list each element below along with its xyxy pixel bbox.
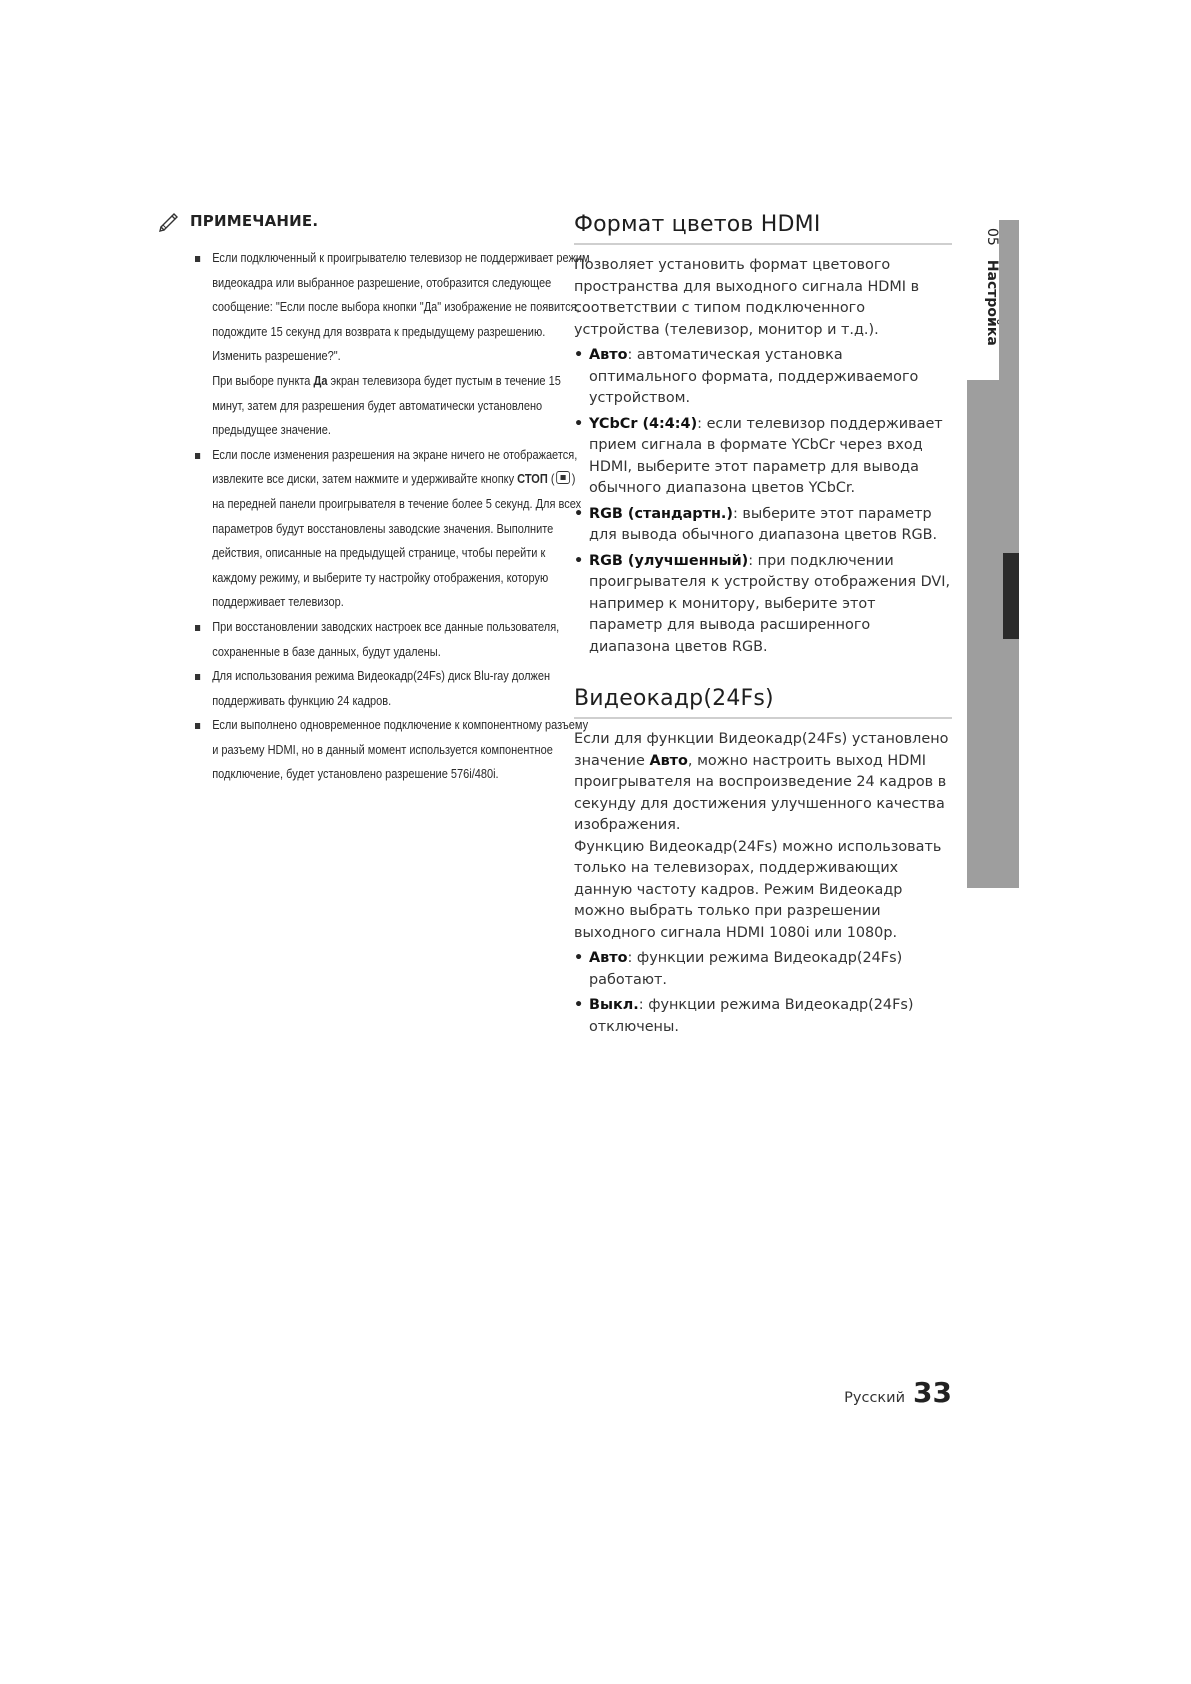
option-item [574, 948, 952, 991]
videokadr-para1-bold: Авто [649, 752, 688, 769]
pencil-note-icon [158, 210, 180, 232]
note-bold-text: Да [313, 372, 328, 388]
option-name: Авто [589, 347, 628, 363]
option-item [574, 414, 952, 500]
note-header [158, 210, 550, 232]
option-item [574, 551, 952, 659]
note-bold-text: СТОП [517, 471, 548, 487]
page-footer [844, 1376, 952, 1409]
note-title: ПРИМЕЧАНИЕ. [190, 212, 319, 230]
note-item [195, 713, 591, 787]
note-text: Если подключенный к проигрывателю телевизор не поддерживает режим видеокадра или выбранное разрешение, отобразится следующее сообщение: "Если после выбора кнопки "Да" изображение не появится, подождите 15 секунд для возврата к предыдущему разрешению. Изменить разрешение?". [212, 250, 590, 364]
option-description: : автоматическая установка оптимального формата, поддерживаемого устройством. [589, 347, 919, 406]
stop-button-icon [556, 471, 570, 484]
videokadr-title: Видеокадр(24Fs) [574, 686, 952, 719]
square-bullet-icon [195, 453, 200, 459]
option-description: : если телевизор поддерживает прием сигнала в формате YCbCr через вход HDMI, выберите этот параметр для вывода обычного диапазона цветов YCbCr. [589, 415, 943, 496]
option-item [574, 345, 952, 410]
right-column [574, 212, 952, 1038]
option-description: : функции режима Видеокадр(24Fs) отключены. [589, 997, 914, 1035]
note-text: Если выполнено одновременное подключение к компонентному разъему и разъему HDMI, но в данный момент используется компонентное подключение, будет установлено разрешение 576i/480i. [212, 717, 589, 782]
square-bullet-icon [195, 625, 200, 631]
note-text: ) на передней панели проигрывателя в течение более 5 секунд. Для всех параметров будут восстановлены заводские значения. Выполните действия, описанные на предыдущей странице, чтобы перейти к каждому режиму, и выберите ту настройку отображения, которую поддерживает телевизор. [212, 471, 582, 610]
option-name: RGB (улучшенный) [589, 552, 749, 569]
chapter-label [984, 228, 1000, 346]
note-text: Если после изменения разрешения на экране ничего не отображается, извлеките все диски, затем нажмите и удерживайте кнопку [212, 446, 578, 487]
videokadr-para1-a: Если для функции Видеокадр(24Fs) установлено значение [574, 731, 949, 769]
note-item [195, 664, 591, 713]
option-name: RGB (стандартн.) [589, 505, 733, 522]
hdmi-color-title: Формат цветов HDMI [574, 212, 952, 245]
videokadr-para1-c: , можно настроить выход HDMI проигрывателя на воспроизведение 24 кадров в секунду для достижения улучшенного качества изображения. [574, 752, 947, 833]
option-item [574, 504, 952, 547]
square-bullet-icon [195, 256, 200, 262]
option-description: : функции режима Видеокадр(24Fs) работают. [589, 950, 903, 988]
option-description: : выберите этот параметр для вывода обычного диапазона цветов RGB. [589, 505, 938, 543]
note-list [158, 246, 590, 787]
chapter-name: Настройка [984, 259, 1000, 346]
videokadr-paragraph-1 [574, 729, 952, 837]
videokadr-paragraph-2: Функцию Видеокадр(24Fs) можно использовать только на телевизорах, поддерживающих данную частоту кадров. Режим Видеокадр можно выбрать только при разрешении выходного сигнала HDMI 1080i или 1080p. [574, 838, 942, 941]
square-bullet-icon [195, 674, 200, 680]
chapter-number: 05 [984, 228, 1000, 246]
option-name: Выкл. [589, 997, 639, 1013]
page-number: 33 [913, 1376, 952, 1409]
note-section [158, 210, 590, 787]
square-bullet-icon [195, 723, 200, 729]
hdmi-color-intro: Позволяет установить формат цветового пространства для выходного сигнала HDMI в соответствии с типом подключенного устройства (телевизор, монитор и т.д.). [574, 257, 920, 338]
option-name: YCbCr (4:4:4) [589, 415, 698, 432]
note-text: ( [547, 471, 555, 487]
option-item [574, 995, 952, 1038]
note-text: При восстановлении заводских настроек все данные пользователя, сохраненные в базе данных, будут удалены. [212, 618, 560, 659]
option-description: : при подключении проигрывателя к устройству отображения DVI, например к монитору, выберите этот параметр для вывода расширенного диапазона цветов RGB. [589, 552, 951, 655]
chapter-active-marker [1003, 553, 1019, 639]
option-name: Авто [589, 950, 628, 966]
hdmi-color-section [574, 212, 952, 658]
note-item [195, 246, 591, 443]
hdmi-color-options [574, 345, 952, 658]
note-text: Для использования режима Видеокадр(24Fs) диск Blu-ray должен поддерживать функцию 24 кадров. [212, 668, 551, 708]
footer-language: Русский [844, 1390, 906, 1406]
videokadr-section [574, 686, 952, 1038]
note-item [195, 615, 591, 664]
videokadr-options [574, 948, 952, 1038]
note-text: При выборе пункта [212, 372, 314, 388]
note-text: экран телевизора будет пустым в течение 15 минут, затем для разрешения будет автоматически установлено предыдущее значение. [212, 372, 561, 438]
note-item [195, 443, 591, 615]
